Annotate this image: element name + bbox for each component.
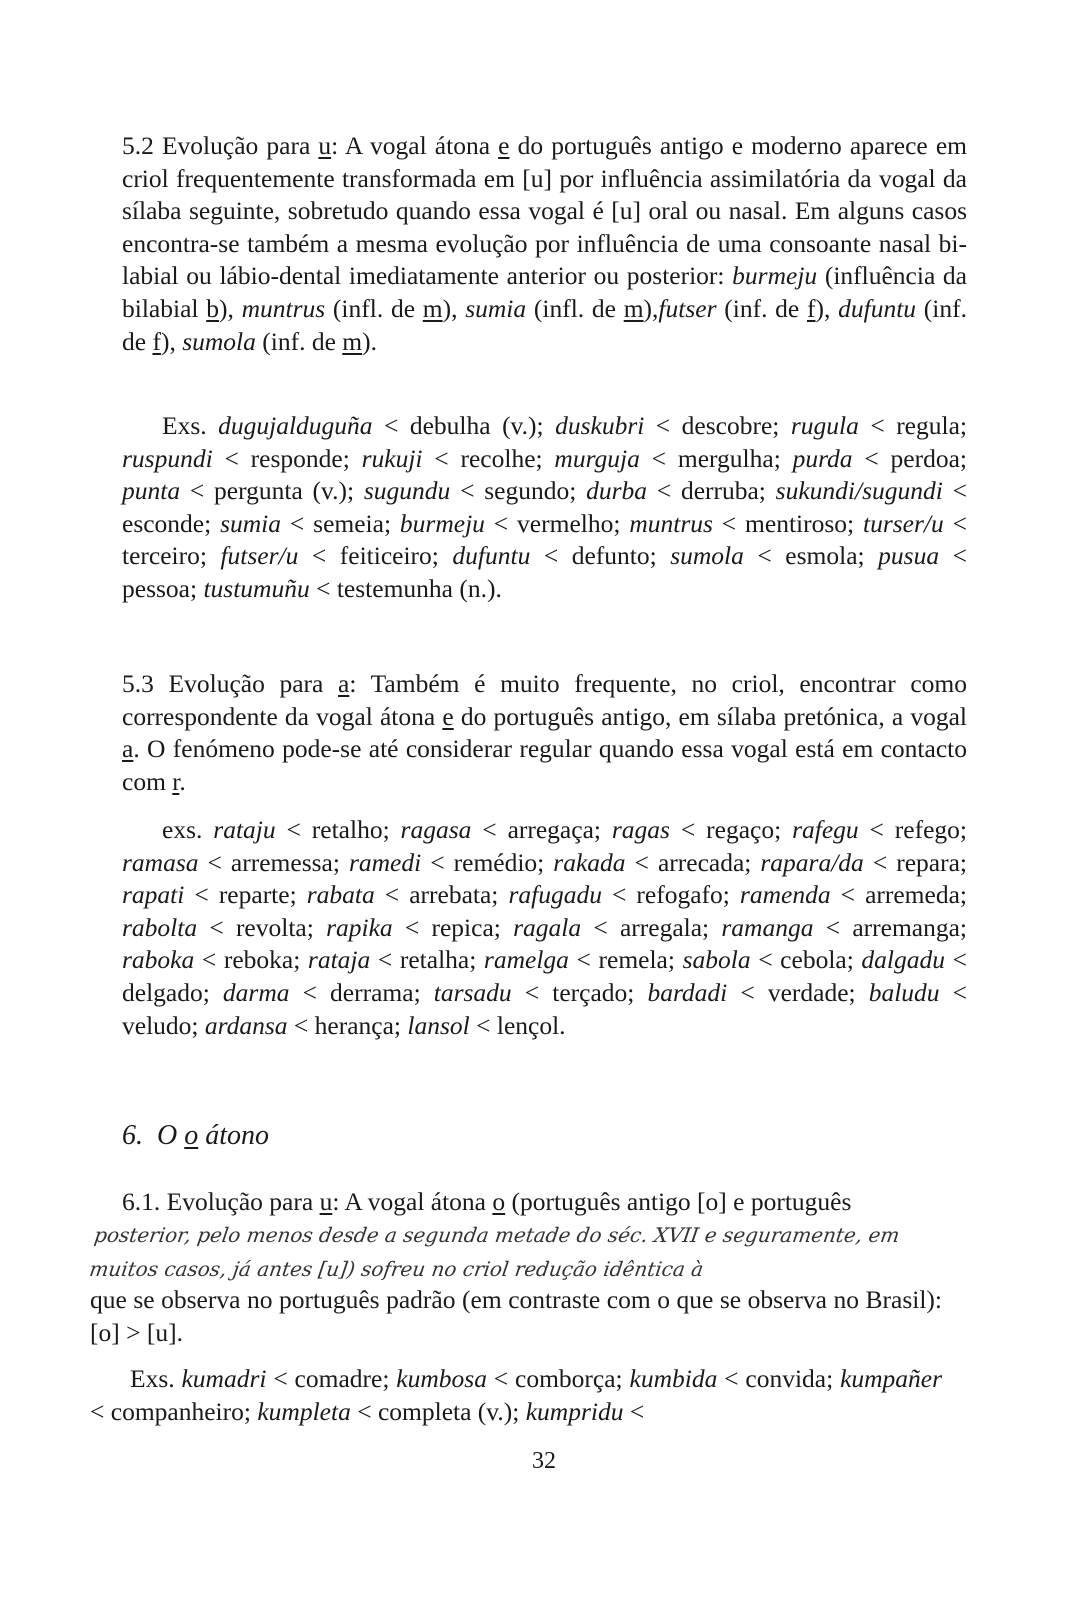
portuguese-source: < verdade; bbox=[727, 977, 869, 1007]
letter: m bbox=[342, 326, 363, 356]
creole-word: dugujalduguña bbox=[218, 411, 373, 440]
portuguese-source: < remela; bbox=[568, 945, 683, 975]
examples-5-3 bbox=[122, 814, 967, 1042]
creole-word: ramenda bbox=[739, 880, 831, 910]
creole-word: dufuntu bbox=[452, 541, 531, 571]
portuguese-source: < esconde; bbox=[122, 476, 967, 538]
portuguese-source: < veludo; bbox=[122, 977, 967, 1040]
creole-word: muntrus bbox=[241, 293, 326, 323]
letter: r bbox=[172, 766, 180, 796]
creole-word: punta bbox=[122, 476, 181, 506]
portuguese-source: < descobre; bbox=[644, 411, 791, 440]
text-run: ), bbox=[160, 326, 183, 356]
portuguese-source: < refogafo; bbox=[601, 880, 740, 910]
letter: o bbox=[492, 1187, 506, 1216]
portuguese-source: < defunto; bbox=[530, 541, 671, 571]
creole-word: tarsadu bbox=[433, 977, 512, 1007]
creole-word: rabata bbox=[306, 880, 375, 910]
text-run: (influência da bilabial bbox=[122, 261, 968, 323]
creole-word: sukundi/sugundi bbox=[775, 476, 943, 506]
creole-word: purda bbox=[792, 443, 853, 473]
creole-word: rakada bbox=[553, 847, 626, 877]
portuguese-source: < repara; bbox=[863, 847, 967, 877]
text-run: ), bbox=[643, 293, 659, 323]
creole-word: dufuntu bbox=[838, 293, 917, 323]
creole-word: tustumuñu bbox=[203, 573, 310, 603]
section-title: Evolução para bbox=[166, 1187, 314, 1216]
portuguese-source: < derrama; bbox=[289, 977, 434, 1007]
portuguese-source: < responde; bbox=[212, 443, 362, 473]
creole-word: futser/u bbox=[220, 541, 299, 571]
heading-text: átono bbox=[205, 1120, 270, 1151]
portuguese-source: < comborça; bbox=[486, 1364, 630, 1393]
creole-word: bardadi bbox=[647, 977, 728, 1007]
section-title-letter: a bbox=[338, 669, 350, 698]
creole-word: ardansa bbox=[204, 1010, 288, 1040]
creole-word: rataja bbox=[307, 945, 371, 975]
portuguese-source: < retalho; bbox=[275, 815, 401, 844]
portuguese-source: < recolhe; bbox=[422, 443, 555, 473]
portuguese-source: < pessoa; bbox=[122, 541, 967, 603]
text-run: ), bbox=[815, 293, 839, 323]
creole-word: ragasa bbox=[400, 815, 472, 844]
creole-word: kumbosa bbox=[396, 1364, 487, 1393]
portuguese-source: < mergulha; bbox=[639, 443, 793, 473]
text-run: : A vogal átona bbox=[331, 131, 499, 160]
portuguese-source: < pergunta (v.); bbox=[180, 476, 364, 506]
creole-word: muntrus bbox=[629, 508, 713, 538]
portuguese-source: < repica; bbox=[392, 912, 514, 942]
creole-word: rugula bbox=[790, 411, 859, 440]
portuguese-source: < retalha; bbox=[370, 945, 484, 975]
letter: e bbox=[442, 701, 454, 731]
portuguese-source: < arregaça; bbox=[471, 815, 612, 844]
creole-word: pusua bbox=[878, 541, 940, 571]
creole-word: lansol bbox=[407, 1010, 470, 1040]
section-6-heading bbox=[122, 1120, 269, 1152]
portuguese-source: < arrebata; bbox=[374, 880, 509, 910]
portuguese-source: < revolta; bbox=[197, 912, 327, 942]
text-run: que se observa no português padrão (em contraste com o que se observa no Brasil): [o] > [u]. bbox=[90, 1285, 942, 1347]
text-run: : Também é muito frequente, no criol, encontrar como correspondente da vogal átona bbox=[122, 669, 968, 731]
portuguese-source: < convida; bbox=[717, 1364, 841, 1393]
portuguese-source: < refego; bbox=[858, 815, 968, 844]
creole-word: rapati bbox=[122, 880, 185, 910]
portuguese-source: < feiticeiro; bbox=[298, 541, 453, 571]
letter: m bbox=[422, 293, 443, 323]
portuguese-source: < debulha (v.); bbox=[372, 411, 556, 440]
creole-word: turser/u bbox=[863, 508, 944, 538]
creole-word: ragas bbox=[611, 815, 670, 844]
section-5-2-paragraph bbox=[122, 130, 967, 358]
portuguese-source: < reparte; bbox=[184, 880, 307, 910]
creole-word: darma bbox=[222, 977, 290, 1007]
portuguese-source: < delgado; bbox=[122, 945, 968, 1007]
creole-word: ragala bbox=[513, 912, 582, 942]
section-title: Evolução para bbox=[168, 669, 324, 698]
section-number: 5.2 bbox=[122, 131, 154, 160]
section-number: 5.3 bbox=[122, 669, 154, 698]
heading-number: 6. bbox=[122, 1120, 143, 1151]
examples-5-2 bbox=[122, 410, 967, 606]
portuguese-source: < arremessa; bbox=[198, 847, 349, 877]
section-6-1-continuation bbox=[90, 1284, 942, 1349]
text-run: . O fenómeno pode-se até considerar regular quando essa vogal está em contacto com bbox=[122, 734, 967, 796]
text-run: do português antigo, em sílaba pretónica, a vogal bbox=[453, 701, 967, 731]
examples-lead: Exs. bbox=[130, 1364, 182, 1393]
text-run: (português antigo [o] e português bbox=[505, 1187, 852, 1216]
portuguese-source: < lençol. bbox=[469, 1010, 566, 1040]
creole-word: ramanga bbox=[721, 912, 814, 942]
portuguese-source: < remédio; bbox=[421, 847, 554, 877]
creole-word: ramedi bbox=[348, 847, 422, 877]
portuguese-source: < arremanga; bbox=[813, 912, 967, 942]
letter: b bbox=[206, 293, 219, 323]
portuguese-source: < terceiro; bbox=[122, 508, 968, 571]
creole-word: ramasa bbox=[122, 847, 199, 877]
creole-word: sabola bbox=[682, 945, 751, 975]
creole-word: kumpleta bbox=[257, 1396, 351, 1426]
portuguese-source: < herança; bbox=[287, 1010, 408, 1040]
creole-word: rapara/da bbox=[760, 847, 864, 877]
text-run: (infl. de bbox=[325, 293, 423, 323]
text-run: ), bbox=[218, 293, 242, 323]
portuguese-source: < completa (v.); bbox=[350, 1396, 526, 1426]
heading-text: O bbox=[157, 1120, 178, 1151]
portuguese-source: < testemunha (n.). bbox=[309, 573, 502, 603]
text-run: (inf. de bbox=[255, 326, 343, 356]
creole-word: rafugadu bbox=[508, 880, 602, 910]
creole-word: rapika bbox=[326, 912, 393, 942]
portuguese-source: < reboka; bbox=[194, 945, 308, 975]
portuguese-source: < cebola; bbox=[750, 945, 862, 975]
text-run: (infl. de bbox=[526, 293, 624, 323]
portuguese-source: < esmola; bbox=[743, 541, 879, 571]
portuguese-source: < comadre; bbox=[266, 1364, 397, 1393]
creole-word: rafegu bbox=[792, 815, 859, 844]
section-6-1-first-line bbox=[122, 1186, 967, 1219]
creole-word: dalgadu bbox=[861, 945, 946, 975]
creole-word: rabolta bbox=[122, 912, 198, 942]
creole-word: ramelga bbox=[483, 945, 569, 975]
examples-lead: Exs. bbox=[162, 411, 219, 440]
creole-word: sugundu bbox=[363, 476, 451, 506]
creole-word: kumpridu bbox=[525, 1396, 624, 1426]
heading-letter: o bbox=[184, 1120, 199, 1151]
portuguese-source: < bbox=[623, 1396, 645, 1426]
portuguese-source: < terçado; bbox=[511, 977, 648, 1007]
section-title-letter: u bbox=[318, 131, 332, 160]
creole-word: burmeju bbox=[732, 261, 818, 291]
letter: e bbox=[498, 131, 510, 160]
creole-word: sumia bbox=[465, 293, 527, 323]
creole-word: murguja bbox=[554, 443, 640, 473]
creole-word: sumola bbox=[670, 541, 744, 571]
letter: a bbox=[122, 734, 134, 764]
portuguese-source: < arrecada; bbox=[625, 847, 761, 877]
portuguese-source: < regula; bbox=[858, 411, 967, 440]
creole-word: kumbida bbox=[629, 1364, 718, 1393]
text-run: (inf. de bbox=[716, 293, 807, 323]
creole-word: burmeju bbox=[399, 508, 485, 538]
portuguese-source: < segundo; bbox=[450, 476, 587, 506]
letter: m bbox=[623, 293, 644, 323]
creole-word: sumia bbox=[220, 508, 282, 538]
section-title-letter: u bbox=[319, 1187, 333, 1216]
creole-word: baludu bbox=[868, 977, 940, 1007]
portuguese-source: < vermelho; bbox=[484, 508, 630, 538]
creole-word: sumola bbox=[182, 326, 256, 356]
portuguese-source: < arremeda; bbox=[830, 880, 967, 910]
portuguese-source: < regaço; bbox=[669, 815, 793, 844]
portuguese-source: < arregala; bbox=[581, 912, 722, 942]
handwritten-text: posterior, pelo menos desde a segunda metade do séc. XVII e seguramente, em muitos casos, já antes [u]) sofreu no criol redução idêntica à bbox=[87, 1223, 902, 1281]
text-run: . bbox=[179, 766, 186, 796]
letter: f bbox=[152, 326, 161, 356]
text-run: do português antigo e moderno aparece em criol frequentemente transformada em [u] por influência assimilatória da vogal da sílaba seguinte, sobretudo quando essa vogal é [u] oral ou nasal. Em alguns casos encontra-se também a mesma evolução por influência de uma consoante nasal bi-labial ou lábio-dental imediatamente anterior ou posterior: bbox=[122, 131, 967, 291]
portuguese-source: < derruba; bbox=[647, 476, 776, 506]
section-title: Evolução para bbox=[161, 131, 311, 160]
text-run: (inf. de bbox=[122, 293, 967, 356]
portuguese-source: < mentiroso; bbox=[712, 508, 863, 538]
handwritten-insertion bbox=[87, 1218, 977, 1286]
creole-word: ruspundi bbox=[122, 443, 213, 473]
portuguese-source: < semeia; bbox=[281, 508, 400, 538]
creole-word: rukuji bbox=[361, 443, 423, 473]
creole-word: duskubri bbox=[555, 411, 645, 440]
creole-word: futser bbox=[658, 293, 717, 323]
portuguese-source: < perdoa; bbox=[852, 443, 967, 473]
examples-lead: exs. bbox=[162, 815, 214, 844]
creole-word: raboka bbox=[122, 945, 195, 975]
text-run: ). bbox=[362, 326, 377, 356]
section-number: 6.1. bbox=[122, 1187, 161, 1216]
section-5-3-paragraph bbox=[122, 668, 967, 798]
creole-word: kumadri bbox=[181, 1364, 267, 1393]
portuguese-source: < companheiro; bbox=[90, 1396, 258, 1426]
letter: f bbox=[807, 293, 816, 323]
page-number: 32 bbox=[532, 1448, 556, 1474]
text-run: : A vogal átona bbox=[332, 1187, 493, 1216]
examples-6-1 bbox=[90, 1363, 942, 1428]
text-run: ), bbox=[442, 293, 466, 323]
creole-word: durba bbox=[586, 476, 648, 506]
creole-word: kumpañer bbox=[840, 1364, 943, 1393]
creole-word: rataju bbox=[213, 815, 276, 844]
